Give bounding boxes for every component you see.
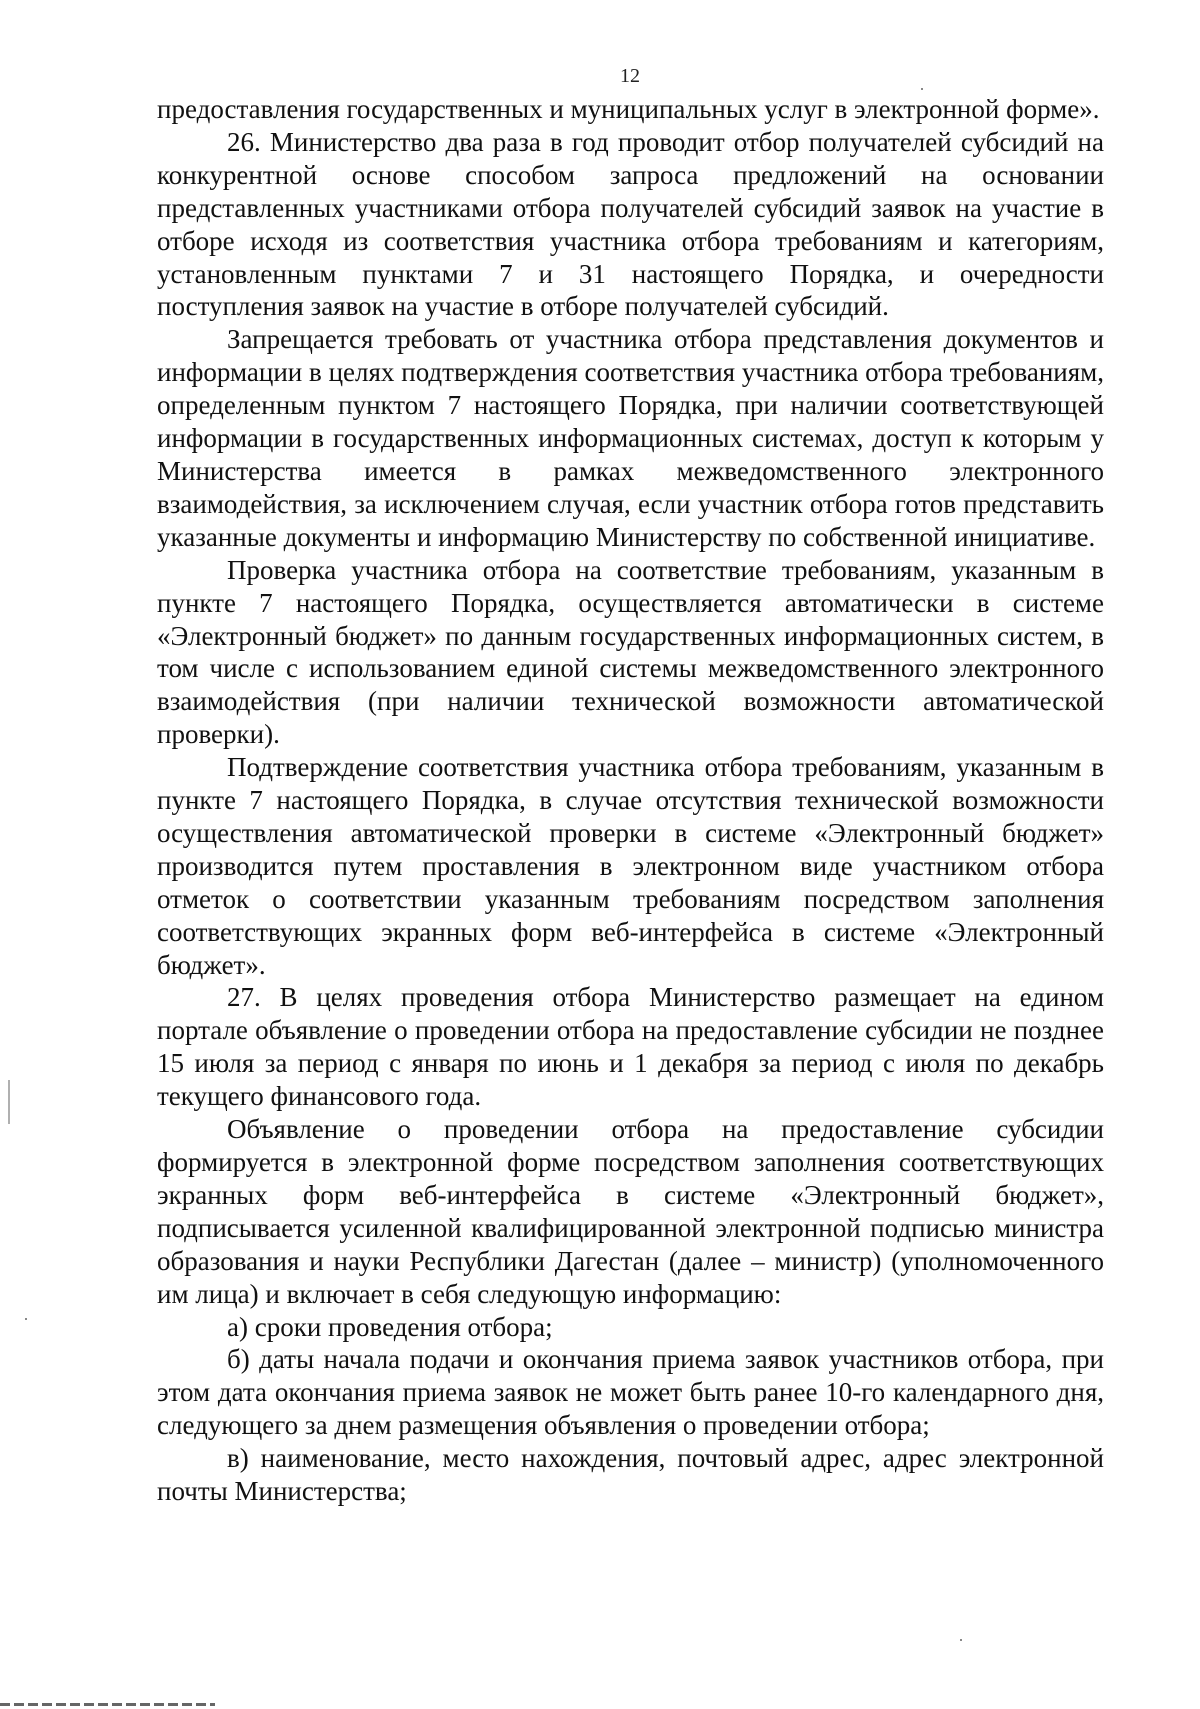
- paragraph-announcement: Объявление о проведении отбора на предоставление субсидии формируется в электронной форме посредством заполнения соответствующих экранных форм веб-интерфейса в системе «Электронный бюджет», подписывается усиленной квалифицированной электронной подписью министра образования и науки Республики Дагестан (далее – министр) (уполномоченного им лица) и включает в себя следующую информацию:: [157, 1114, 1104, 1309]
- list-item-v: в) наименование, место нахождения, почтовый адрес, адрес электронной почты Министерства;: [157, 1443, 1104, 1507]
- paragraph-verification: Проверка участника отбора на соответствие требованиям, указанным в пункте 7 настоящего Порядка, осуществляется автоматически в системе «Электронный бюджет» по данным государственных информационных систем, в том числе с использованием единой системы межведомственного электронного взаимодействия (при наличии технической возможности автоматической проверки).: [157, 554, 1104, 750]
- page-number: 12: [620, 65, 640, 87]
- paragraph-item-27: 27. В целях проведения отбора Министерство размещает на едином портале объявление о проведении отбора на предоставление субсидии не позднее 15 июля за период с января по июнь и 1 декабря за период с июля по декабрь текущего финансового года.: [157, 982, 1104, 1112]
- list-item-b: б) даты начала подачи и окончания приема заявок участников отбора, при этом дата окончания приема заявок не может быть ранее 10-го календарного дня, следующего за днем размещения объявления о проведении отбора;: [157, 1344, 1104, 1441]
- scan-artifact-left: [8, 1080, 10, 1124]
- paragraph-item-26: 26. Министерство два раза в год проводит отбор получателей субсидий на конкурентной основе способом запроса предложений на основании представленных участниками отбора получателей субсидий заявок на участие в отборе исходя из соответствия участника отбора требованиям и категориям, установленным пунктами 7 и 31 настоящего Порядка, и очередности поступления заявок на участие в отборе получателей субсидий.: [157, 126, 1104, 322]
- document-body: [157, 93, 1104, 1508]
- paragraph-prohibition: Запрещается требовать от участника отбора представления документов и информации в целях подтверждения соответствия участника отбора требованиям, определенным пунктом 7 настоящего Порядка, при наличии соответствующей информации в государственных информационных системах, доступ к которым у Министерства имеется в рамках межведомственного электронного взаимодействия, за исключением случая, если участник отбора готов представить указанные документы и информацию Министерству по собственной инициативе.: [157, 324, 1104, 552]
- paragraph-continuation: предоставления государственных и муниципальных услуг в электронной форме».: [157, 94, 1100, 124]
- paragraph-confirmation: Подтверждение соответствия участника отбора требованиям, указанным в пункте 7 настоящего Порядка, в случае отсутствия технической возможности осуществления автоматической проверки в системе «Электронный бюджет» производится путем проставления в электронном виде участником отбора отметок о соответствии указанным требованиям посредством заполнения соответствующих экранных форм веб-интерфейса в системе «Электронный бюджет».: [157, 752, 1104, 980]
- scan-speck: [960, 1639, 962, 1641]
- scan-speck: [25, 1318, 27, 1320]
- list-item-a: а) сроки проведения отбора;: [227, 1311, 553, 1342]
- scan-speck: [921, 88, 923, 90]
- scan-artifact-bottom: [0, 1703, 215, 1706]
